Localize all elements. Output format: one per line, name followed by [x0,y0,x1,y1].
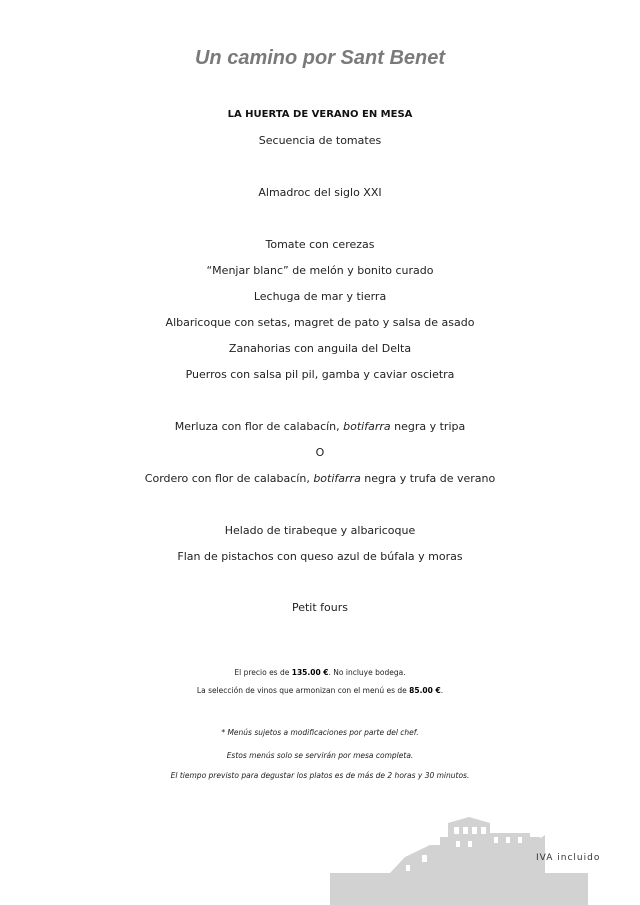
price-text: El precio es de [234,668,292,677]
price-line [0,668,640,677]
dish-lechuga: Lechuga de mar y tierra [253,290,387,303]
dish-puerros: Puerros con salsa pil pil, gamba y caviar oscietra [185,368,455,381]
note-chef: * Menús sujetos a modificaciones por parte del chef. [221,728,419,737]
dish-merluza [0,420,640,433]
iva-included-note: IVA incluido [536,853,601,863]
dish-flan: Flan de pistachos con queso azul de búfala y moras [177,550,463,563]
price-value: 135.00 € [291,668,329,677]
dish-cordero-italic: botifarra [313,472,361,485]
dish-cordero-tail: negra y trufa de verano [360,472,496,485]
dish-almadroc: Almadroc del siglo XXI [258,186,382,199]
wine-text: La selección de vinos que armonizan con el menú es de [196,686,410,695]
note-mesa-completa: Estos menús solo se servirán por mesa completa. [226,751,414,760]
wine-tail: . [440,686,444,695]
or-separator: O [315,446,325,459]
dish-merluza-text: Merluza con flor de calabacín, [174,420,344,433]
dish-albaricoque: Albaricoque con setas, magret de pato y salsa de asado [165,316,475,329]
dish-merluza-tail: negra y tripa [390,420,466,433]
dish-zanahorias: Zanahorias con anguila del Delta [228,342,412,355]
section-heading: LA HUERTA DE VERANO EN MESA [227,109,413,120]
page-title: Un camino por Sant Benet [194,47,446,69]
dish-petit-fours: Petit fours [291,601,348,614]
dish-helado: Helado de tirabeque y albaricoque [224,524,416,537]
wine-line [0,686,640,695]
price-tail: . No incluye bodega. [328,668,406,677]
wine-value: 85.00 € [409,686,441,695]
dish-merluza-italic: botifarra [343,420,391,433]
dish-tomate-con-cerezas: Tomate con cerezas [265,238,375,251]
dish-menjar-blanc: “Menjar blanc” de melón y bonito curado [206,264,434,277]
dish-cordero [0,472,640,485]
dish-secuencia-de-tomates: Secuencia de tomates [258,134,382,147]
dish-cordero-text: Cordero con flor de calabacín, [144,472,314,485]
note-tiempo: El tiempo previsto para degustar los platos es de más de 2 horas y 30 minutos. [170,771,470,780]
